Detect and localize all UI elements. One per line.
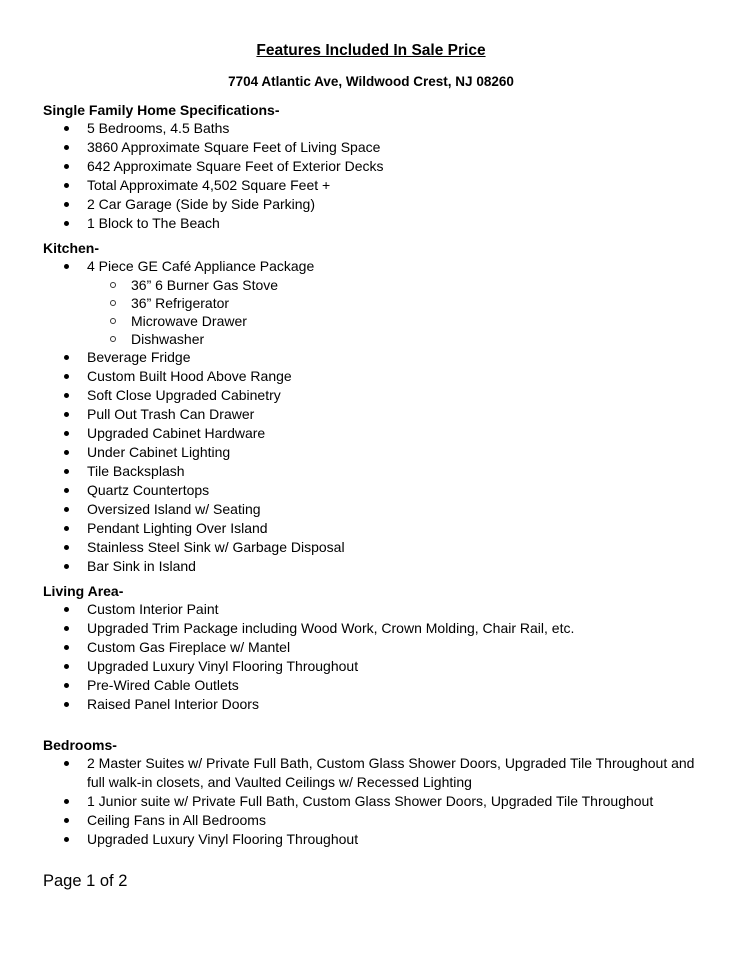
sublist-item-text: Dishwasher xyxy=(131,331,205,347)
bullet-icon xyxy=(64,431,69,436)
bullet-icon xyxy=(64,488,69,493)
section-heading-kitchen: Kitchen- xyxy=(43,240,99,256)
list-item xyxy=(43,176,703,195)
sublist-item xyxy=(87,294,703,312)
list-item-text: Custom Gas Fireplace w/ Mantel xyxy=(87,639,291,655)
bullet-icon xyxy=(64,664,69,669)
bullet-icon xyxy=(64,221,69,226)
section-heading-specs: Single Family Home Specifications- xyxy=(43,102,280,118)
property-address: 7704 Atlantic Ave, Wildwood Crest, NJ 08260 xyxy=(228,74,514,89)
list-item-text: Upgraded Luxury Vinyl Flooring Throughout xyxy=(87,831,359,847)
list-item xyxy=(43,481,703,500)
list-item xyxy=(43,619,703,638)
list-item xyxy=(43,830,703,849)
features-content xyxy=(43,101,703,849)
list-item-text: Custom Built Hood Above Range xyxy=(87,368,292,384)
section-heading-bedrooms: Bedrooms- xyxy=(43,737,117,753)
bullet-icon xyxy=(64,607,69,612)
bullet-icon xyxy=(64,761,69,766)
bullet-icon xyxy=(64,355,69,360)
list-item-text: Bar Sink in Island xyxy=(87,558,196,574)
hollow-bullet-icon xyxy=(110,282,116,288)
hollow-bullet-icon xyxy=(110,300,116,306)
list-item-text: Pull Out Trash Can Drawer xyxy=(87,406,255,422)
list-item-text: 642 Approximate Square Feet of Exterior Decks xyxy=(87,158,384,174)
bullet-icon xyxy=(64,507,69,512)
sublist-item-text: Microwave Drawer xyxy=(131,313,247,329)
bullet-icon xyxy=(64,264,69,269)
sublist-item-text: 36” 6 Burner Gas Stove xyxy=(131,277,279,293)
bullet-icon xyxy=(64,626,69,631)
list-item-text: Pendant Lighting Over Island xyxy=(87,520,268,536)
list-item-text: 3860 Approximate Square Feet of Living Space xyxy=(87,139,381,155)
list-item xyxy=(43,676,703,695)
list-item-text: 2 Master Suites w/ Private Full Bath, Custom Glass Shower Doors, Upgraded Tile Throughout and full walk-in closets, and Vaulted Ceilings w/ Recessed Lighting xyxy=(87,755,695,790)
hollow-bullet-icon xyxy=(110,336,116,342)
sublist-item xyxy=(87,330,703,348)
list-item-text: 4 Piece GE Café Appliance Package xyxy=(87,258,315,274)
sublist-item xyxy=(87,276,703,294)
bullet-icon xyxy=(64,469,69,474)
page-number: Page 1 of 2 xyxy=(43,872,128,890)
list-item xyxy=(43,600,703,619)
list-item-text: 2 Car Garage (Side by Side Parking) xyxy=(87,196,315,212)
list-item xyxy=(43,157,703,176)
list-item xyxy=(43,386,703,405)
list-item xyxy=(43,754,703,792)
bullet-icon xyxy=(64,145,69,150)
bullet-icon xyxy=(64,202,69,207)
list-item xyxy=(43,811,703,830)
section-heading-living: Living Area- xyxy=(43,583,124,599)
list-item-text: Quartz Countertops xyxy=(87,482,210,498)
list-item xyxy=(43,257,703,348)
bullet-icon xyxy=(64,393,69,398)
bullet-icon xyxy=(64,799,69,804)
list-item-text: 5 Bedrooms, 4.5 Baths xyxy=(87,120,230,136)
bullet-icon xyxy=(64,374,69,379)
list-item xyxy=(43,214,703,233)
list-item xyxy=(43,462,703,481)
sublist-item xyxy=(87,312,703,330)
list-item xyxy=(43,657,703,676)
specs-list xyxy=(43,119,703,233)
bullet-icon xyxy=(64,702,69,707)
list-item-text: Upgraded Luxury Vinyl Flooring Throughout xyxy=(87,658,359,674)
bullet-icon xyxy=(64,183,69,188)
list-item-text: Ceiling Fans in All Bedrooms xyxy=(87,812,266,828)
list-item xyxy=(43,638,703,657)
bullet-icon xyxy=(64,545,69,550)
list-item xyxy=(43,792,703,811)
list-item xyxy=(43,348,703,367)
list-item-text: Tile Backsplash xyxy=(87,463,185,479)
list-item xyxy=(43,195,703,214)
list-item xyxy=(43,538,703,557)
document-title: Features Included In Sale Price xyxy=(256,42,486,59)
list-item-text: Upgraded Cabinet Hardware xyxy=(87,425,266,441)
bullet-icon xyxy=(64,837,69,842)
list-item xyxy=(43,443,703,462)
bullet-icon xyxy=(64,683,69,688)
list-item-text: Raised Panel Interior Doors xyxy=(87,696,259,712)
list-item-text: Custom Interior Paint xyxy=(87,601,219,617)
list-item-text: Oversized Island w/ Seating xyxy=(87,501,261,517)
bullet-icon xyxy=(64,564,69,569)
list-item-text: Soft Close Upgraded Cabinetry xyxy=(87,387,281,403)
list-item-text: 1 Junior suite w/ Private Full Bath, Custom Glass Shower Doors, Upgraded Tile Throughout xyxy=(87,793,654,809)
bullet-icon xyxy=(64,412,69,417)
bullet-icon xyxy=(64,526,69,531)
bullet-icon xyxy=(64,818,69,823)
bullet-icon xyxy=(64,126,69,131)
list-item-text: Upgraded Trim Package including Wood Work, Crown Molding, Chair Rail, etc. xyxy=(87,620,575,636)
appliance-sublist xyxy=(87,276,703,348)
list-item-text: 1 Block to The Beach xyxy=(87,215,220,231)
bullet-icon xyxy=(64,164,69,169)
list-item xyxy=(43,367,703,386)
list-item xyxy=(43,405,703,424)
hollow-bullet-icon xyxy=(110,318,116,324)
list-item xyxy=(43,519,703,538)
sublist-item-text: 36” Refrigerator xyxy=(131,295,230,311)
bullet-icon xyxy=(64,450,69,455)
list-item-text: Total Approximate 4,502 Square Feet + xyxy=(87,177,331,193)
list-item-text: Stainless Steel Sink w/ Garbage Disposal xyxy=(87,539,345,555)
list-item-text: Pre-Wired Cable Outlets xyxy=(87,677,239,693)
list-item xyxy=(43,557,703,576)
list-item xyxy=(43,424,703,443)
kitchen-list xyxy=(43,257,703,576)
list-item xyxy=(43,138,703,157)
list-item xyxy=(43,695,703,714)
bedrooms-list xyxy=(43,754,703,849)
list-item xyxy=(43,119,703,138)
list-item-text: Beverage Fridge xyxy=(87,349,191,365)
bullet-icon xyxy=(64,645,69,650)
living-list xyxy=(43,600,703,714)
list-item-text: Under Cabinet Lighting xyxy=(87,444,231,460)
list-item xyxy=(43,500,703,519)
